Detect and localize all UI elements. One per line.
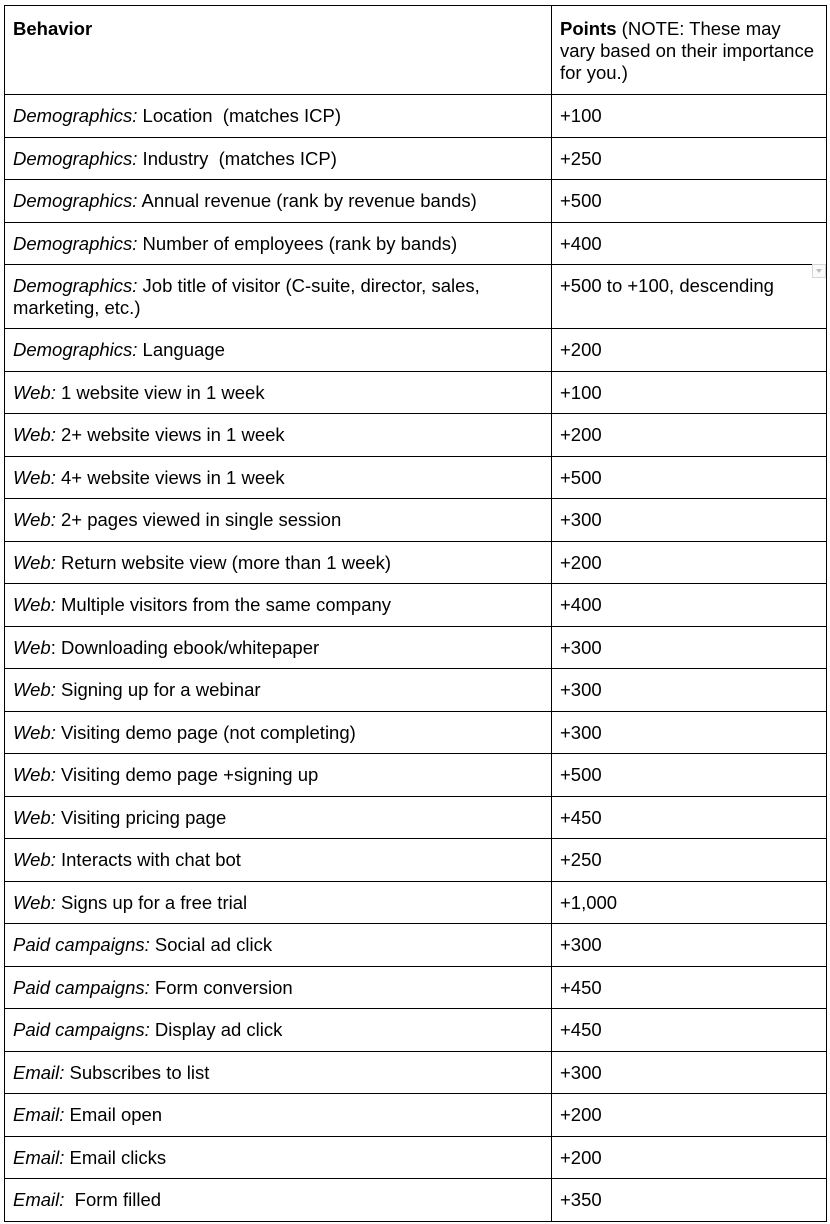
points-value: +350 bbox=[560, 1189, 602, 1210]
behavior-description: Interacts with chat bot bbox=[55, 849, 241, 870]
behavior-cell[interactable] bbox=[5, 1136, 552, 1179]
points-cell[interactable] bbox=[552, 95, 827, 138]
behavior-description: 4+ website views in 1 week bbox=[55, 466, 285, 488]
points-cell[interactable] bbox=[552, 584, 827, 627]
table-row bbox=[5, 1179, 827, 1222]
behavior-category: Demographics: bbox=[13, 339, 138, 360]
behavior-description: Number of employees (rank by bands) bbox=[137, 232, 458, 254]
points-cell[interactable] bbox=[552, 329, 827, 372]
behavior-category: Web: bbox=[13, 764, 56, 785]
table-row bbox=[5, 1051, 827, 1094]
points-cell[interactable] bbox=[552, 1136, 827, 1179]
behavior-cell[interactable] bbox=[5, 754, 552, 797]
behavior-description: Form filled bbox=[64, 1189, 162, 1210]
behavior-cell[interactable] bbox=[5, 137, 552, 180]
behavior-cell[interactable] bbox=[5, 881, 552, 924]
table-row bbox=[5, 1136, 827, 1179]
behavior-category: Demographics: bbox=[13, 147, 138, 169]
points-cell[interactable] bbox=[552, 180, 827, 223]
behavior-description: Display ad click bbox=[149, 1019, 283, 1040]
behavior-cell[interactable] bbox=[5, 584, 552, 627]
behavior-category: Email: bbox=[13, 1146, 65, 1168]
behavior-description: Visiting pricing page bbox=[55, 806, 227, 828]
points-value: +450 bbox=[560, 1019, 602, 1040]
table-row bbox=[5, 754, 827, 797]
behavior-description: Email open bbox=[64, 1104, 163, 1125]
table-row bbox=[5, 137, 827, 180]
points-value: +300 bbox=[560, 679, 602, 700]
behavior-description: Location (matches ICP) bbox=[137, 105, 342, 126]
points-cell[interactable] bbox=[552, 265, 827, 329]
table-row bbox=[5, 881, 827, 924]
points-cell[interactable] bbox=[552, 137, 827, 180]
points-cell[interactable] bbox=[552, 1009, 827, 1052]
points-value: +500 bbox=[560, 466, 602, 488]
behavior-description: Annual revenue (rank by revenue bands) bbox=[137, 190, 477, 211]
points-cell[interactable] bbox=[552, 839, 827, 882]
points-value: +200 bbox=[560, 551, 602, 573]
behavior-cell[interactable] bbox=[5, 95, 552, 138]
points-value: +200 bbox=[560, 1146, 602, 1168]
points-value: +200 bbox=[560, 424, 602, 445]
behavior-cell[interactable] bbox=[5, 222, 552, 265]
points-value: +100 bbox=[560, 381, 602, 403]
behavior-category: Demographics: bbox=[13, 275, 138, 296]
points-cell[interactable] bbox=[552, 669, 827, 712]
behavior-cell[interactable] bbox=[5, 1094, 552, 1137]
behavior-description: Language bbox=[137, 339, 225, 360]
points-cell[interactable] bbox=[552, 754, 827, 797]
behavior-cell[interactable] bbox=[5, 265, 552, 329]
behavior-cell[interactable] bbox=[5, 414, 552, 457]
points-cell[interactable] bbox=[552, 626, 827, 669]
behavior-description: Return website view (more than 1 week) bbox=[55, 551, 392, 573]
behavior-category: Web: bbox=[13, 381, 56, 403]
behavior-category: Paid campaigns: bbox=[13, 976, 150, 998]
behavior-description: Email clicks bbox=[64, 1146, 167, 1168]
behavior-cell[interactable] bbox=[5, 1009, 552, 1052]
behavior-description: 1 website view in 1 week bbox=[55, 381, 265, 403]
behavior-header: Behavior bbox=[13, 18, 93, 39]
points-cell[interactable] bbox=[552, 371, 827, 414]
behavior-cell[interactable] bbox=[5, 180, 552, 223]
behavior-cell[interactable] bbox=[5, 541, 552, 584]
points-value: +500 bbox=[560, 764, 602, 785]
behavior-category: Web: bbox=[13, 594, 56, 615]
points-value: +300 bbox=[560, 636, 602, 658]
behavior-description: 2+ website views in 1 week bbox=[55, 424, 285, 445]
behavior-category: Email: bbox=[13, 1061, 65, 1083]
behavior-category: Web: bbox=[13, 551, 56, 573]
points-cell[interactable] bbox=[552, 541, 827, 584]
behavior-category: Web: bbox=[13, 891, 56, 913]
points-value: +300 bbox=[560, 721, 602, 743]
table-header-row bbox=[5, 6, 827, 95]
points-cell[interactable] bbox=[552, 1179, 827, 1222]
table-row bbox=[5, 499, 827, 542]
table-row bbox=[5, 1009, 827, 1052]
points-cell[interactable] bbox=[552, 711, 827, 754]
table-row bbox=[5, 222, 827, 265]
points-value: +1,000 bbox=[560, 891, 618, 913]
behavior-category: Email: bbox=[13, 1189, 65, 1210]
points-cell[interactable] bbox=[552, 456, 827, 499]
table-row bbox=[5, 371, 827, 414]
points-value: +400 bbox=[560, 594, 602, 615]
behavior-description: : Downloading ebook/whitepaper bbox=[50, 636, 320, 658]
behavior-category: Web: bbox=[13, 509, 56, 530]
table-row bbox=[5, 966, 827, 1009]
points-cell[interactable] bbox=[552, 881, 827, 924]
behavior-category: Paid campaigns: bbox=[13, 1019, 150, 1040]
behavior-description: Form conversion bbox=[149, 976, 293, 998]
table-row bbox=[5, 456, 827, 499]
table-row bbox=[5, 796, 827, 839]
table-row bbox=[5, 711, 827, 754]
behavior-description: Social ad click bbox=[149, 934, 273, 955]
behavior-description: Visiting demo page +signing up bbox=[55, 764, 319, 785]
behavior-description: Multiple visitors from the same company bbox=[55, 594, 392, 615]
behavior-category: Demographics: bbox=[13, 232, 138, 254]
points-cell[interactable] bbox=[552, 924, 827, 967]
behavior-category: Web bbox=[13, 636, 51, 658]
behavior-description: Visiting demo page (not completing) bbox=[55, 721, 356, 743]
behavior-category: Web: bbox=[13, 466, 56, 488]
table-row bbox=[5, 541, 827, 584]
table-row bbox=[5, 924, 827, 967]
behavior-cell[interactable] bbox=[5, 796, 552, 839]
points-cell[interactable] bbox=[552, 1094, 827, 1137]
points-cell[interactable] bbox=[552, 414, 827, 457]
behavior-cell[interactable] bbox=[5, 1051, 552, 1094]
table-row bbox=[5, 180, 827, 223]
behavior-description: Industry (matches ICP) bbox=[137, 147, 337, 169]
table-row bbox=[5, 669, 827, 712]
points-value: +200 bbox=[560, 1104, 602, 1125]
behavior-category: Web: bbox=[13, 721, 56, 743]
behavior-cell[interactable] bbox=[5, 1179, 552, 1222]
behavior-cell[interactable] bbox=[5, 456, 552, 499]
points-value: +450 bbox=[560, 976, 602, 998]
behavior-cell[interactable] bbox=[5, 371, 552, 414]
table-row bbox=[5, 414, 827, 457]
points-value: +500 bbox=[560, 190, 602, 211]
points-cell[interactable] bbox=[552, 1051, 827, 1094]
behavior-description: Job title of visitor (C-suite, director, sales, marketing, etc.) bbox=[13, 275, 485, 318]
points-header-cell[interactable] bbox=[552, 6, 827, 95]
points-cell[interactable] bbox=[552, 222, 827, 265]
behavior-cell[interactable] bbox=[5, 626, 552, 669]
behavior-cell[interactable] bbox=[5, 711, 552, 754]
behavior-description: 2+ pages viewed in single session bbox=[55, 509, 342, 530]
behavior-cell[interactable] bbox=[5, 839, 552, 882]
points-value: +300 bbox=[560, 1061, 602, 1083]
behavior-category: Demographics: bbox=[13, 190, 138, 211]
points-value: +500 to +100, descending bbox=[560, 275, 774, 296]
behavior-description: Subscribes to list bbox=[64, 1061, 210, 1083]
table-row bbox=[5, 1094, 827, 1137]
behavior-cell[interactable] bbox=[5, 499, 552, 542]
behavior-category: Email: bbox=[13, 1104, 65, 1125]
behavior-category: Web: bbox=[13, 424, 56, 445]
points-note: (NOTE: These may vary based on their importance for you.) bbox=[560, 18, 814, 83]
behavior-header-cell[interactable] bbox=[5, 6, 552, 95]
behavior-category: Web: bbox=[13, 806, 56, 828]
table-row bbox=[5, 265, 827, 329]
behavior-cell[interactable] bbox=[5, 966, 552, 1009]
behavior-points-table bbox=[4, 5, 827, 1222]
behavior-description: Signs up for a free trial bbox=[55, 891, 248, 913]
points-cell[interactable] bbox=[552, 796, 827, 839]
behavior-cell[interactable] bbox=[5, 329, 552, 372]
points-value: +450 bbox=[560, 806, 602, 828]
points-value: +300 bbox=[560, 509, 602, 530]
dropdown-arrow-icon[interactable] bbox=[812, 264, 826, 278]
points-value: +100 bbox=[560, 105, 602, 126]
behavior-category: Paid campaigns: bbox=[13, 934, 150, 955]
points-value: +200 bbox=[560, 339, 602, 360]
points-value: +250 bbox=[560, 147, 602, 169]
points-value: +250 bbox=[560, 849, 602, 870]
table-row bbox=[5, 584, 827, 627]
table-row bbox=[5, 839, 827, 882]
behavior-cell[interactable] bbox=[5, 669, 552, 712]
points-cell[interactable] bbox=[552, 499, 827, 542]
behavior-category: Demographics: bbox=[13, 105, 138, 126]
behavior-category: Web: bbox=[13, 679, 56, 700]
table-row bbox=[5, 329, 827, 372]
points-value: +300 bbox=[560, 934, 602, 955]
table-row bbox=[5, 626, 827, 669]
points-header: Points bbox=[560, 18, 617, 39]
behavior-cell[interactable] bbox=[5, 924, 552, 967]
points-cell[interactable] bbox=[552, 966, 827, 1009]
behavior-description: Signing up for a webinar bbox=[55, 679, 261, 700]
table-row bbox=[5, 95, 827, 138]
behavior-category: Web: bbox=[13, 849, 56, 870]
points-value: +400 bbox=[560, 232, 602, 254]
